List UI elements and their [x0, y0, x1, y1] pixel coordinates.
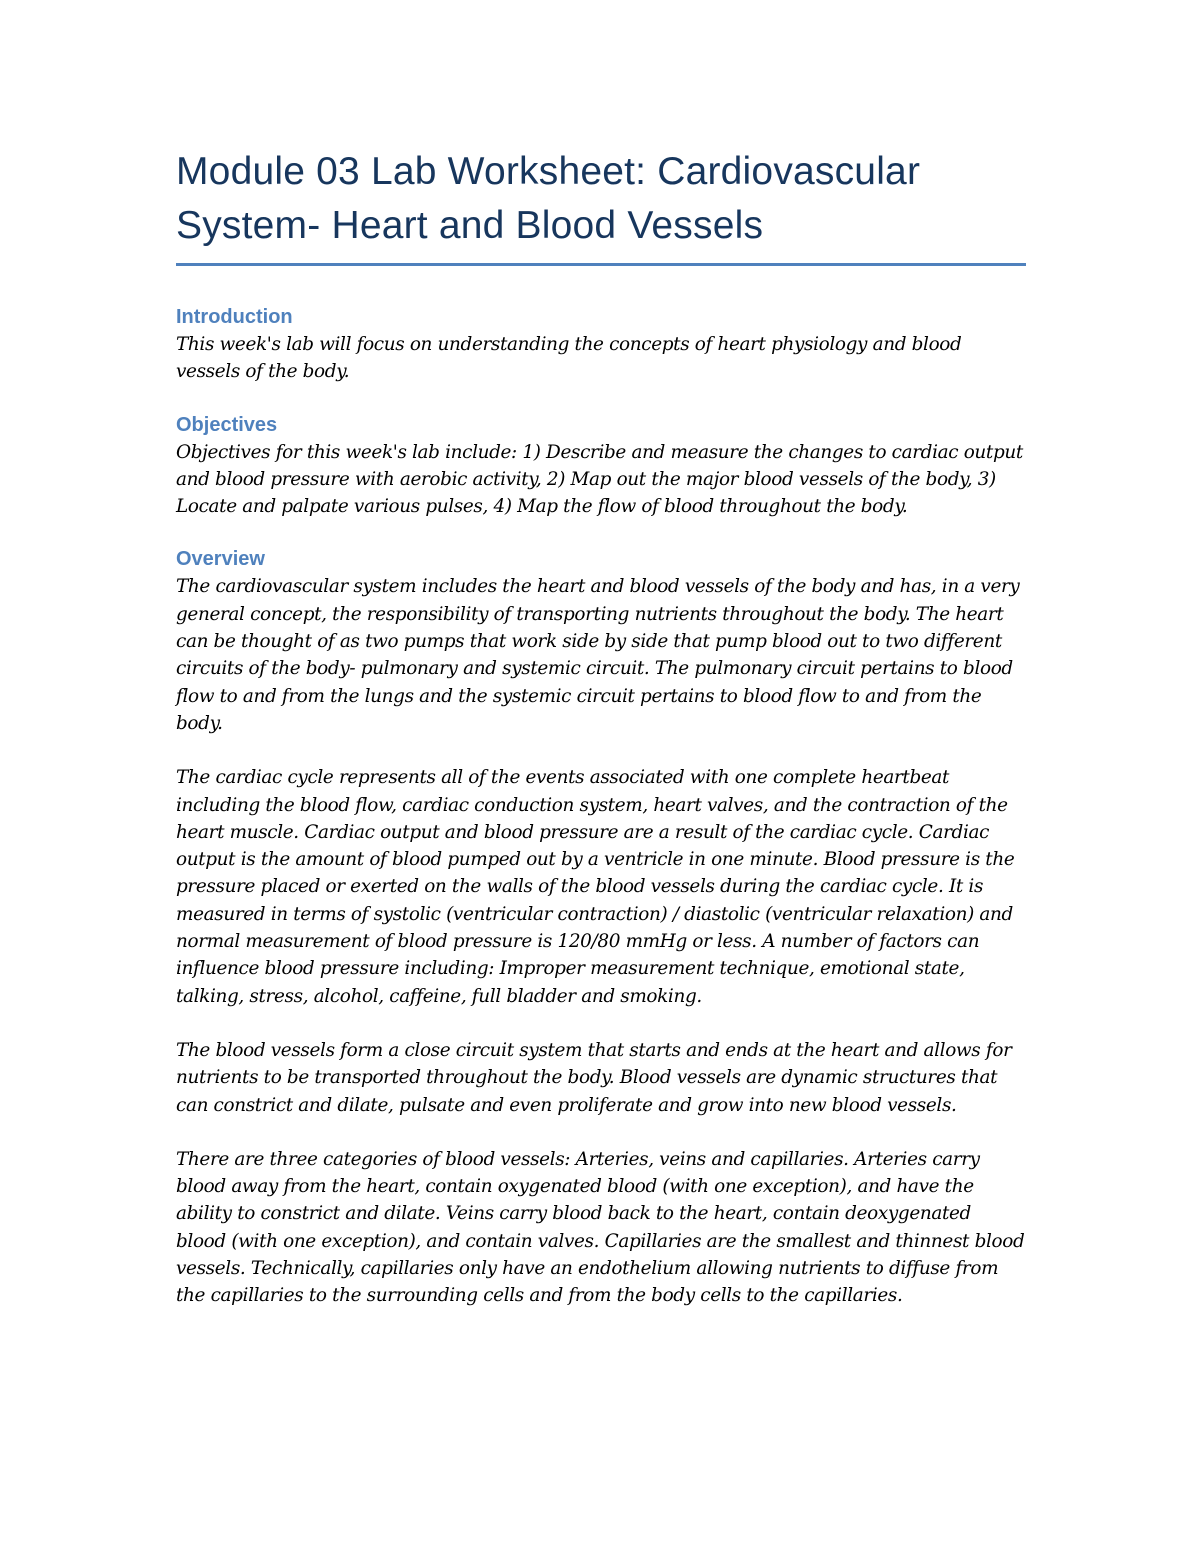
objectives-heading: Objectives: [176, 413, 278, 436]
overview-paragraph-3: The blood vessels form a close circuit system that starts and ends at the heart and allows for nutrients to be transported throughout the body. Blood vessels are dynamic structures that can constrict and dilate, pulsate and even proliferate and grow into new blood vessels.: [176, 1039, 1012, 1116]
overview-paragraph-4: There are three categories of blood vessels: Arteries, veins and capillaries. Arteries carry blood away from the heart, contain oxygenated blood (with one exception), and have the ability to constrict and dilate. Veins carry blood back to the heart, contain deoxygenated blood (with one exception), and contain valves. Capillaries are the smallest and thinnest blood vessels. Technically, capillaries only have an endothelium allowing nutrients to diffuse from the capillaries to the surrounding cells and from the body cells to the capillaries.: [176, 1148, 1025, 1307]
introduction-section: [176, 304, 1026, 386]
overview-paragraph-2: The cardiac cycle represents all of the events associated with one complete heartbeat including the blood flow, cardiac conduction system, heart valves, and the contraction of the heart muscle. Cardiac output and blood pressure are a result of the cardiac cycle. Cardiac output is the amount of blood pumped out by a ventricle in one minute. Blood pressure is the pressure placed or exerted on the walls of the blood vessels during the cardiac cycle. It is measured in terms of systolic (ventricular contraction) / diastolic (ventricular relaxation) and normal measurement of blood pressure is 120/80 mmHg or less. A number of factors can influence blood pressure including: Improper measurement technique, emotional state, talking, stress, alcohol, caffeine, full bladder and smoking.: [176, 767, 1015, 1007]
overview-paragraph-1: The cardiovascular system includes the heart and blood vessels of the body and has, in a very general concept, the responsibility of transporting nutrients throughout the body. The heart can be thought of as two pumps that work side by side that pump blood out to two different circuits of the body- pulmonary and systemic circuit. The pulmonary circuit pertains to blood flow to and from the lungs and the systemic circuit pertains to blood flow to and from the body.: [176, 576, 1020, 734]
introduction-heading: Introduction: [176, 306, 293, 328]
overview-heading: Overview: [176, 548, 265, 571]
overview-section: [176, 546, 1026, 1309]
introduction-text: This week's lab will focus on understanding the concepts of heart physiology and blood vessels of the body.: [176, 334, 962, 383]
objectives-section: [176, 412, 1026, 521]
title-line-1: Module 03 Lab Worksheet: Cardiovascular: [176, 150, 921, 193]
title-line-2: System- Heart and Blood Vessels: [176, 204, 764, 247]
document-title: [176, 145, 1026, 253]
document-page: [176, 145, 1026, 1310]
objectives-text: Objectives for this week's lab include: 1) Describe and measure the changes to cardiac output and blood pressure with aerobic activity, 2) Map out the major blood vessels of the body, 3) Locate and palpate various pulses, 4) Map the flow of blood throughout the body.: [176, 441, 1023, 518]
